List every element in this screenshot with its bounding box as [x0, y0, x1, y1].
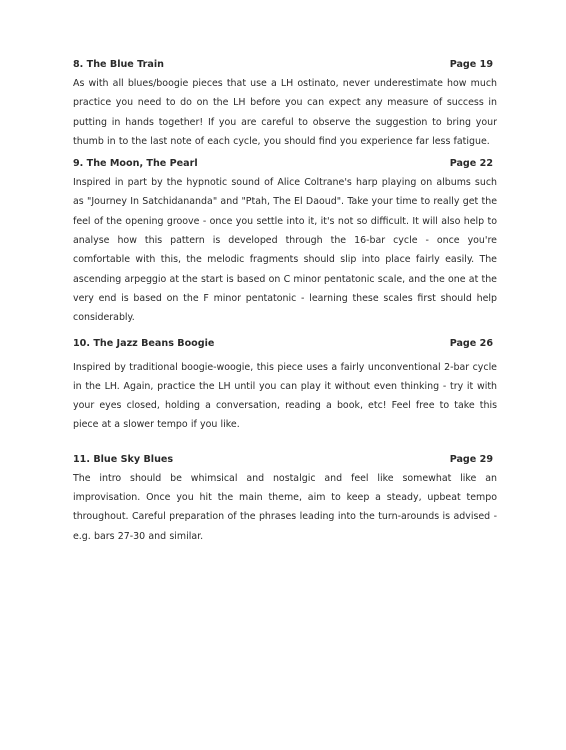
section-jazz-beans-boogie: [73, 337, 497, 435]
section-heading: [73, 157, 497, 171]
section-body: Inspired in part by the hypnotic sound of Alice Coltrane's harp playing on albums such as "Journey In Satchidananda" and "Ptah, The El Daoud". Take your time to really get the feel of the opening groove - once you settle into it, it's not so difficult. It will also help to analyse how this pattern is developed through the 16-bar cycle - once you're comfortable with this, the melodic fragments should slip into place fairly easily. The ascending arpeggio at the start is based on C minor pentatonic scale, and the one at the very end is based on the F minor pentatonic - learning these scales first should help considerably.: [73, 177, 497, 324]
section-moon-pearl: [73, 157, 497, 327]
section-blue-sky-blues: [73, 453, 497, 546]
document-page: [73, 55, 497, 546]
section-title: 8. The Blue Train: [73, 59, 164, 70]
section-page-number: Page 29: [449, 453, 493, 465]
section-body: The intro should be whimsical and nostalgic and feel like somewhat like an improvisation. Once you hit the main theme, aim to keep a steady, upbeat tempo throughout. Careful preparation of the phrases leading into the turn-arounds is advised - e.g. bars 27-30 and similar.: [73, 472, 497, 542]
section-heading: [73, 337, 497, 351]
section-title: 10. The Jazz Beans Boogie: [73, 337, 215, 349]
section-title: 9. The Moon, The Pearl: [73, 158, 198, 170]
section-heading: [73, 453, 497, 467]
section-title: 11. Blue Sky Blues: [73, 453, 174, 465]
section-body: As with all blues/boogie pieces that use a LH ostinato, never underestimate how much practice you need to do on the LH before you can expect any measure of success in putting in hands together! If you are careful to observe the suggestion to bring your thumb in to the last note of each cycle, you should find you experience far less fatigue.: [73, 78, 497, 147]
section-heading: [73, 58, 497, 72]
section-blue-train: [73, 58, 497, 151]
section-page-number: Page 22: [449, 158, 493, 170]
section-page-number: Page 19: [449, 59, 493, 70]
section-page-number: Page 26: [449, 337, 493, 349]
section-body: Inspired by traditional boogie-woogie, this piece uses a fairly unconventional 2-bar cycle in the LH. Again, practice the LH until you can play it without even thinking - try it with your eyes closed, holding a conversation, reading a book, etc! Feel free to take this piece at a slower tempo if you like.: [73, 361, 497, 431]
